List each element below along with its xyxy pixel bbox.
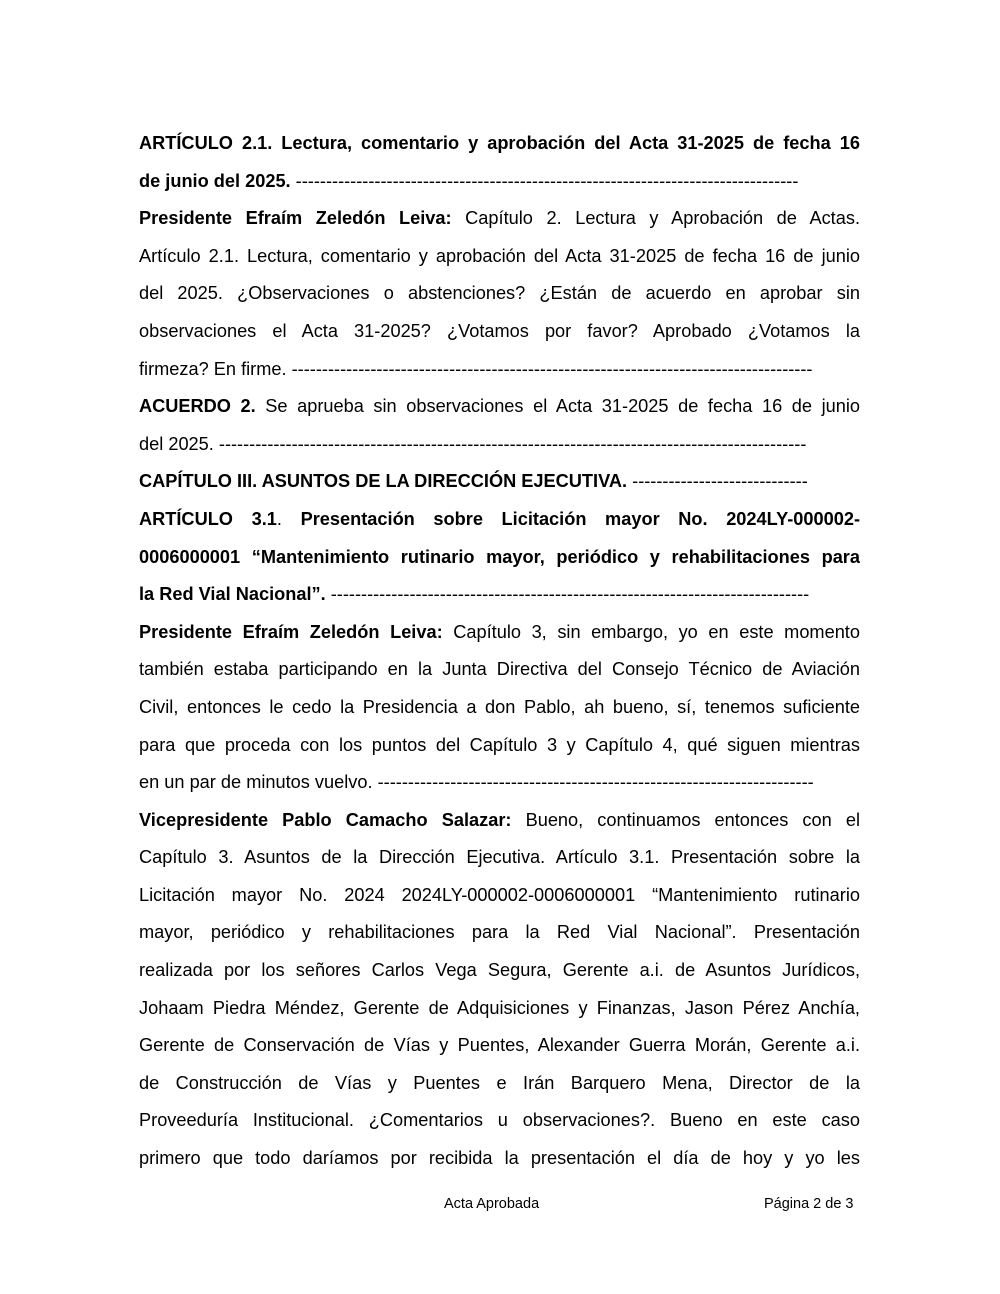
regular-text: Artículo 2.1. Lectura, comentario y aprobación del Acta 31-2025 de fecha 16 de junio xyxy=(139,245,860,266)
text-line xyxy=(139,689,860,727)
regular-text: primero que todo daríamos por recibida la presentación el día de hoy y yo les xyxy=(139,1148,860,1169)
regular-text: del 2025. ------------------------------------------------------------------------------------------------- xyxy=(139,433,807,454)
regular-text: para que proceda con los puntos del Capítulo 3 y Capítulo 4, qué siguen mientras xyxy=(139,734,860,755)
text-line xyxy=(139,313,860,351)
text-line xyxy=(139,501,860,539)
bold-text: de junio del 2025. xyxy=(139,170,291,191)
footer-page-number: Página 2 de 3 xyxy=(764,1196,854,1212)
regular-text: Capítulo 2. Lectura y Aprobación de Actas. xyxy=(451,208,860,229)
bold-text: 0006000001 “Mantenimiento rutinario mayor, periódico y rehabilitaciones para xyxy=(139,546,860,567)
text-line xyxy=(139,877,860,915)
text-line xyxy=(139,651,860,689)
text-line xyxy=(139,990,860,1028)
regular-text: en un par de minutos vuelvo. ------------------------------------------------------------------------ xyxy=(139,772,814,793)
regular-text: observaciones el Acta 31-2025? ¿Votamos por favor? Aprobado ¿Votamos la xyxy=(139,320,860,341)
text-line xyxy=(139,1027,860,1065)
bold-text: Presentación sobre Licitación mayor No. 2024LY-000002- xyxy=(300,508,860,529)
text-line xyxy=(139,764,860,802)
regular-text: mayor, periódico y rehabilitaciones para la Red Vial Nacional”. Presentación xyxy=(139,922,860,943)
regular-text: Gerente de Conservación de Vías y Puentes, Alexander Guerra Morán, Gerente a.i. xyxy=(139,1035,860,1056)
bold-text: la Red Vial Nacional”. xyxy=(139,584,326,605)
bold-text: ARTÍCULO 3.1 xyxy=(139,508,277,529)
regular-text: firmeza? En firme. -------------------------------------------------------------------------------------- xyxy=(139,358,813,379)
regular-text: Proveeduría Institucional. ¿Comentarios u observaciones?. Bueno en este caso xyxy=(139,1110,860,1131)
text-line xyxy=(139,275,860,313)
regular-text: ----------------------------------------------------------------------------------- xyxy=(290,170,799,191)
text-line xyxy=(139,614,860,652)
text-line xyxy=(139,238,860,276)
text-line xyxy=(139,351,860,389)
bold-text: Vicepresidente Pablo Camacho Salazar: xyxy=(139,809,512,830)
text-line xyxy=(139,802,860,840)
text-line xyxy=(139,727,860,765)
text-line xyxy=(139,1140,860,1178)
regular-text: ------------------------------------------------------------------------------- xyxy=(325,584,810,605)
regular-text: Civil, entonces le cedo la Presidencia a don Pablo, ah bueno, sí, tenemos suficiente xyxy=(139,696,860,717)
text-line xyxy=(139,1102,860,1140)
text-line xyxy=(139,163,860,201)
regular-text: ----------------------------- xyxy=(627,471,808,492)
bold-text: ACUERDO 2. xyxy=(139,396,256,417)
text-line xyxy=(139,388,860,426)
footer-status: Acta Aprobada xyxy=(444,1196,540,1212)
regular-text: del 2025. ¿Observaciones o abstenciones? ¿Están de acuerdo en aprobar sin xyxy=(139,283,860,304)
regular-text: Capítulo 3, sin embargo, yo en este momento xyxy=(442,621,860,642)
regular-text: . xyxy=(276,508,301,529)
bold-text: Presidente Efraím Zeledón Leiva: xyxy=(139,621,443,642)
text-line xyxy=(139,952,860,990)
regular-text: Capítulo 3. Asuntos de la Dirección Ejecutiva. Artículo 3.1. Presentación sobre la xyxy=(139,847,860,868)
regular-text: Bueno, continuamos entonces con el xyxy=(511,809,860,830)
regular-text: también estaba participando en la Junta Directiva del Consejo Técnico de Aviación xyxy=(139,659,860,680)
text-line xyxy=(139,125,860,163)
text-line xyxy=(139,914,860,952)
document-body xyxy=(139,125,860,1178)
regular-text: realizada por los señores Carlos Vega Segura, Gerente a.i. de Asuntos Jurídicos, xyxy=(139,960,860,981)
text-line xyxy=(139,1065,860,1103)
text-line xyxy=(139,539,860,577)
bold-text: CAPÍTULO III. ASUNTOS DE LA DIRECCIÓN EJECUTIVA. xyxy=(139,471,628,492)
regular-text: Licitación mayor No. 2024 2024LY-000002-0006000001 “Mantenimiento rutinario xyxy=(139,884,860,905)
regular-text: Johaam Piedra Méndez, Gerente de Adquisiciones y Finanzas, Jason Pérez Anchía, xyxy=(139,997,860,1018)
text-line xyxy=(139,426,860,464)
text-line xyxy=(139,839,860,877)
text-line xyxy=(139,463,860,501)
bold-text: ARTÍCULO 2.1. Lectura, comentario y aprobación del Acta 31-2025 de fecha 16 xyxy=(139,133,860,153)
bold-text: Presidente Efraím Zeledón Leiva: xyxy=(139,208,452,229)
text-line xyxy=(139,200,860,238)
regular-text: de Construcción de Vías y Puentes e Irán Barquero Mena, Director de la xyxy=(139,1072,860,1093)
regular-text: Se aprueba sin observaciones el Acta 31-2025 de fecha 16 de junio xyxy=(255,396,860,417)
text-line xyxy=(139,576,860,614)
